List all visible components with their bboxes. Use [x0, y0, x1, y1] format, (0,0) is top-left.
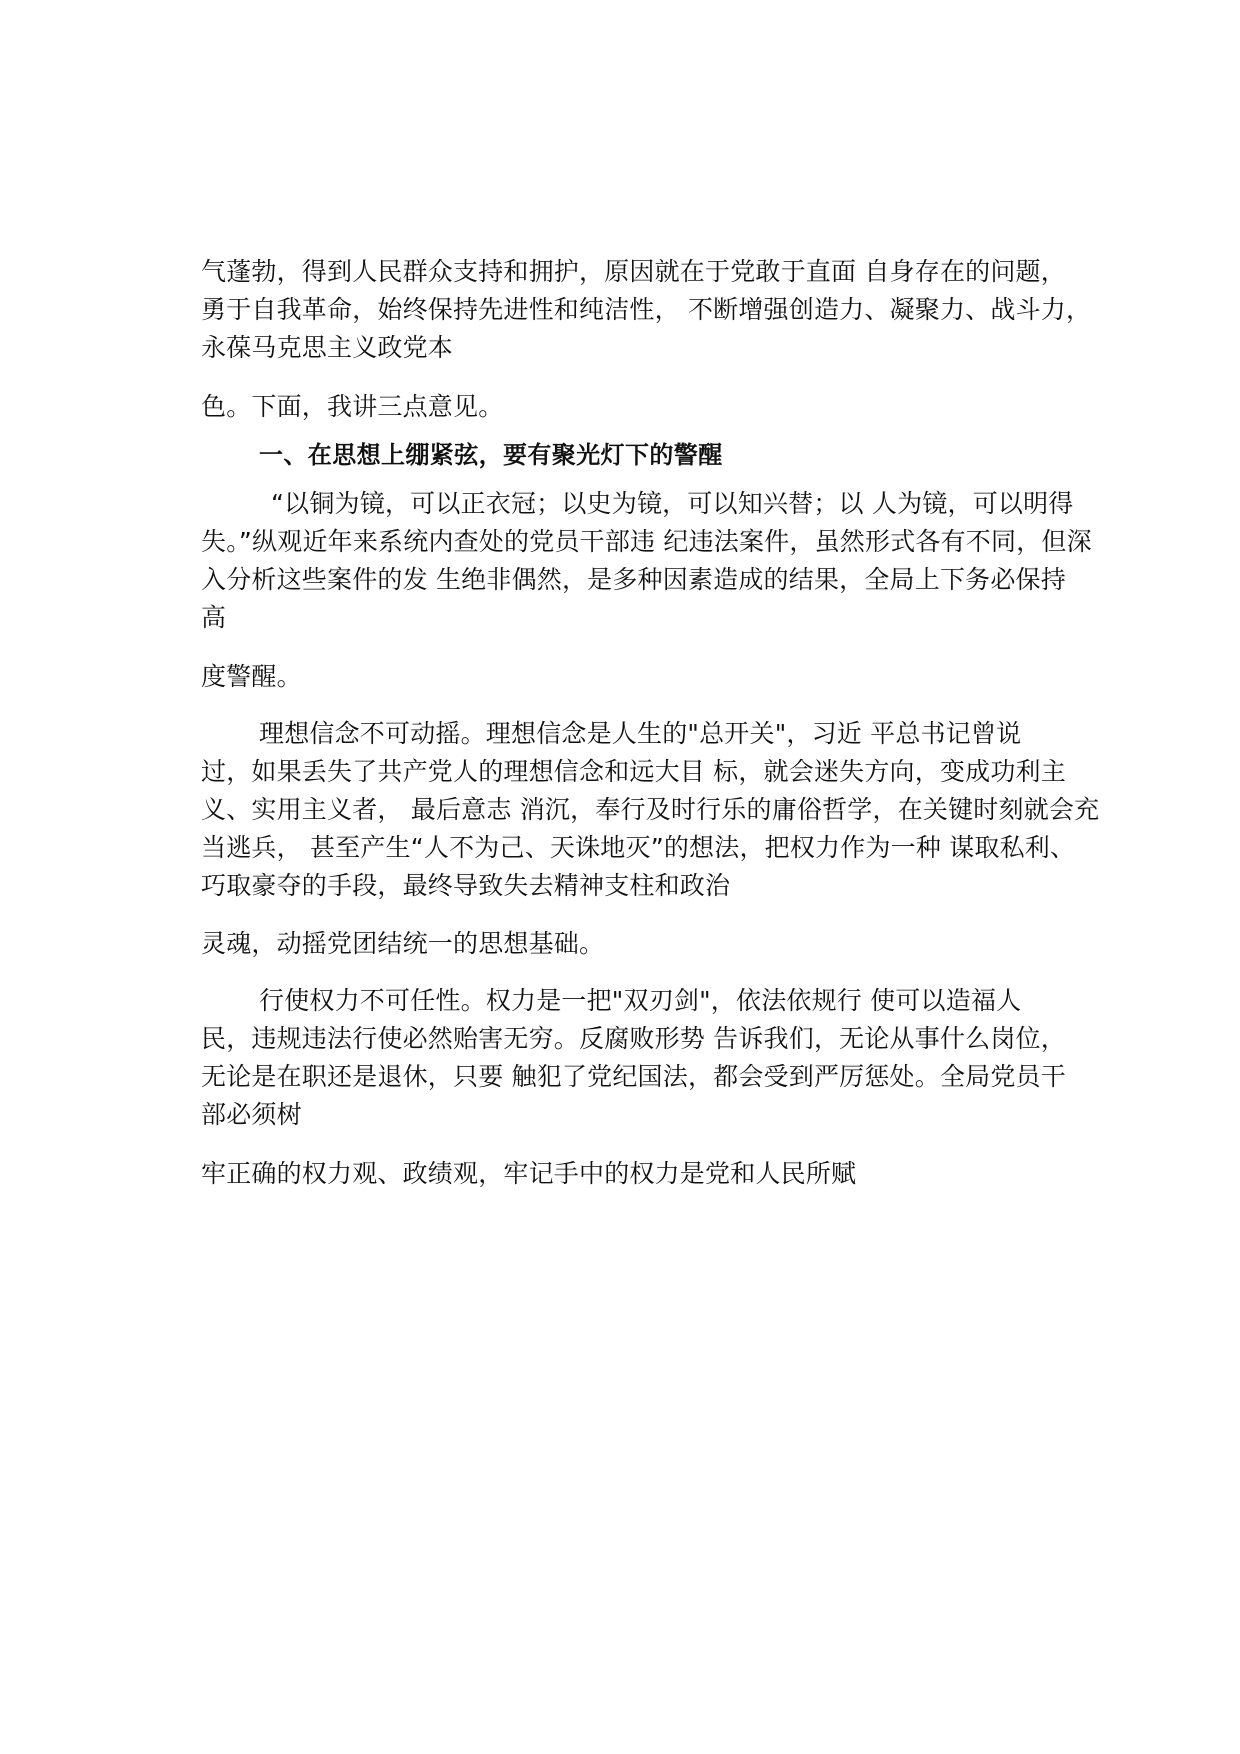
- paragraph-line: 民，违规违法行使必然贻害无穷。反腐败形势 告诉我们，无论从事什么岗位，: [201, 1024, 1066, 1053]
- paragraph-line: 部必须树: [201, 1100, 302, 1129]
- paragraph-line: 当逃兵， 甚至产生“人不为己、天诛地灭”的想法，把权力作为一种 谋取私利、: [201, 833, 1076, 862]
- paragraph-line: 牢正确的权力观、政绩观，牢记手中的权力是党和人民所赋: [201, 1159, 857, 1188]
- section-heading: 一、在思想上绷紧弦，要有聚光灯下的警醒: [259, 441, 723, 469]
- paragraph-line: 巧取豪夺的手段，最终导致失去精神支柱和政治: [201, 871, 731, 900]
- paragraph-line: 灵魂，动摇党团结统一的思想基础。: [201, 929, 605, 958]
- paragraph-line: 高: [201, 603, 227, 632]
- paragraph-line: 勇于自我革命，始终保持先进性和纯洁性， 不断增强创造力、凝聚力、战斗力，: [201, 295, 1092, 324]
- paragraph-line: 义、实用主义者， 最后意志 消沉，奉行及时行乐的庸俗哲学，在关键时刻就会充: [201, 795, 1100, 824]
- paragraph-line: 永葆马克思主义政党本: [201, 333, 454, 362]
- paragraph-line: 无论是在职还是退休，只要 触犯了党纪国法，都会受到严厉惩处。全局党员干: [201, 1062, 1066, 1091]
- paragraph-line: 度警醒。: [201, 662, 302, 691]
- paragraph-line: “以铜为镜，可以正衣冠；以史为镜，可以知兴替；以 人为镜，可以明得: [271, 489, 1074, 518]
- paragraph-line: 理想信念不可动摇。理想信念是人生的"总开关"，习近 平总书记曾说: [259, 719, 1022, 748]
- paragraph-line: 行使权力不可任性。权力是一把"双刃剑"，依法依规行 使可以造福人: [259, 986, 1022, 1015]
- paragraph-line: 气蓬勃，得到人民群众支持和拥护，原因就在于党敢于直面 自身存在的问题，: [201, 257, 1066, 286]
- paragraph-line: 过，如果丢失了共产党人的理想信念和远大目 标，就会迷失方向，变成功利主: [201, 757, 1066, 786]
- paragraph-line: 入分析这些案件的发 生绝非偶然，是多种因素造成的结果，全局上下务必保持: [201, 565, 1066, 594]
- paragraph-line: 色。下面，我讲三点意见。: [201, 392, 504, 421]
- paragraph-line: 失。”纵观近年来系统内查处的党员干部违 纪违法案件，虽然形式各有不同，但深: [201, 527, 1092, 556]
